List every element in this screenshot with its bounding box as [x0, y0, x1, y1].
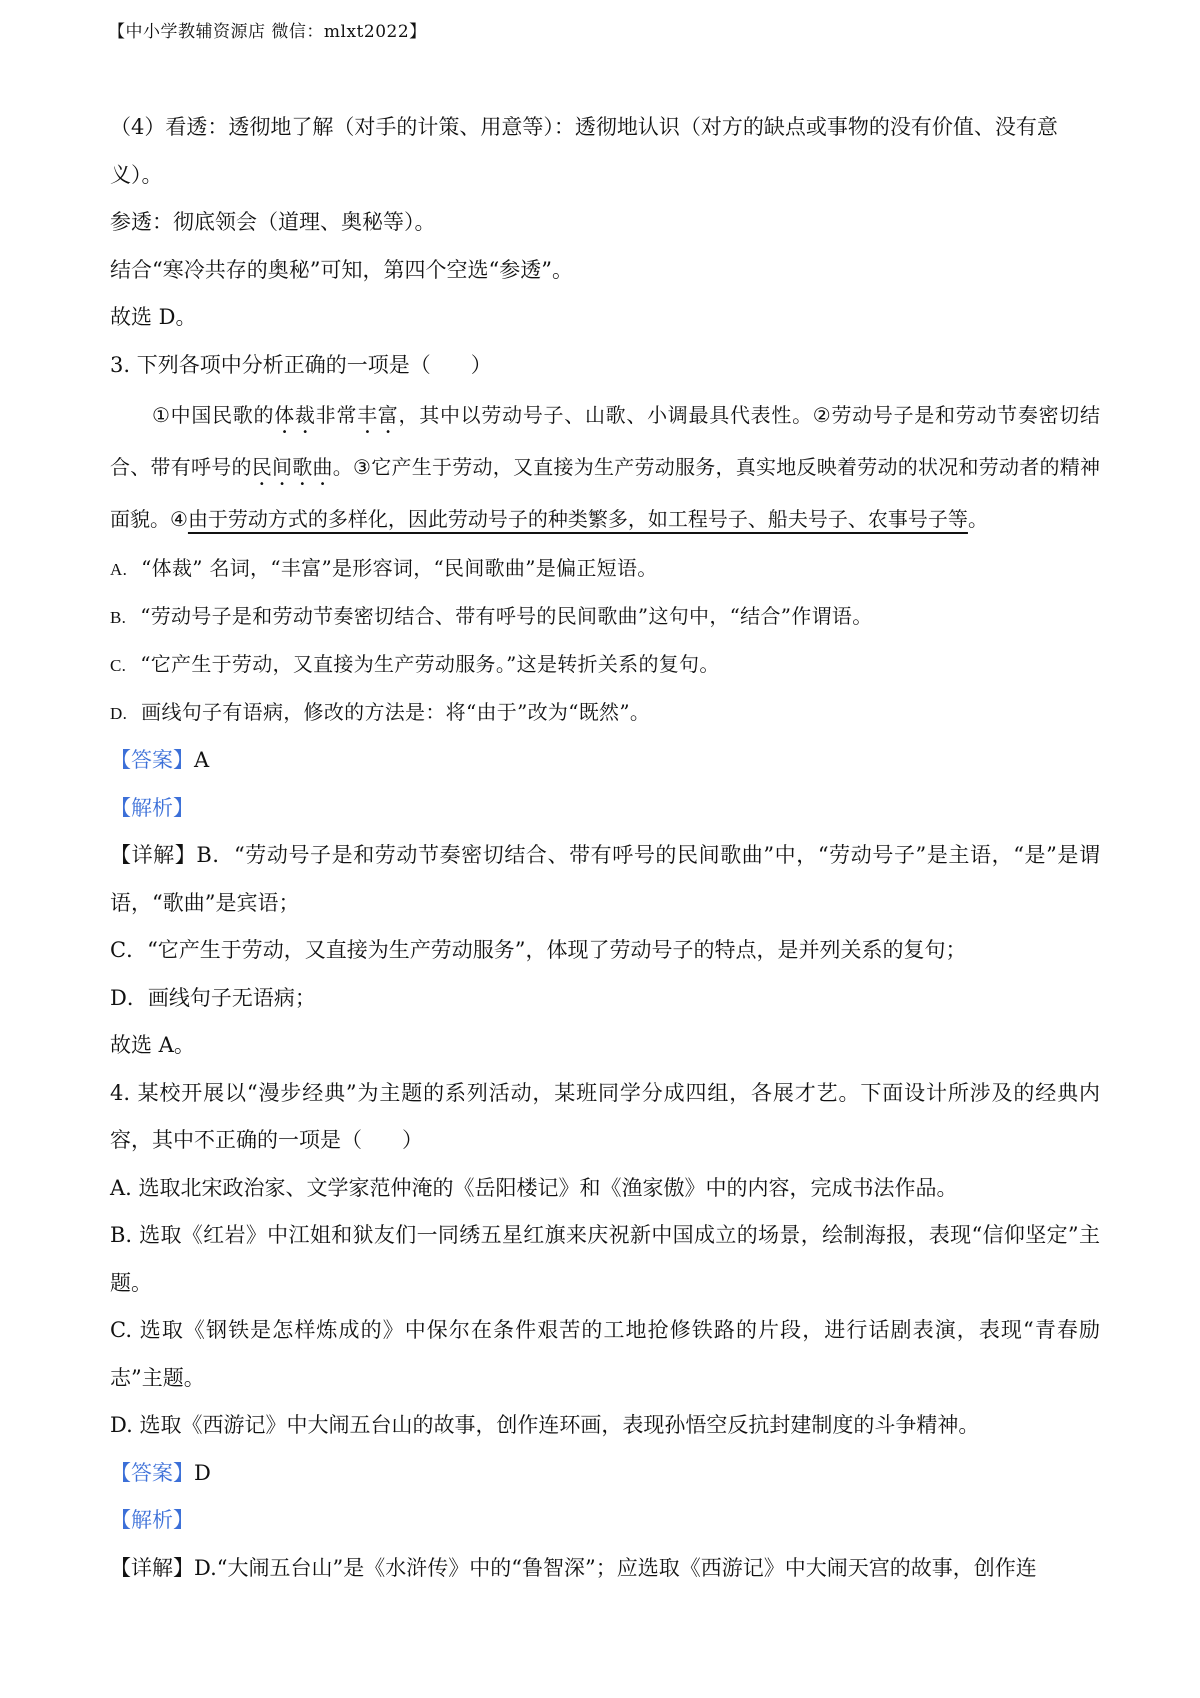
- page-header: 【中小学教辅资源店 微信：mlxt2022】: [108, 22, 427, 42]
- q2-analysis-line-2: 参透：彻底领会（道理、奥秘等）。: [110, 210, 436, 234]
- passage-text: 非常: [315, 403, 358, 427]
- answer-value: A: [194, 748, 210, 772]
- detail-tag: 【详解】: [110, 843, 197, 867]
- q4-stem: 4. 某校开展以“漫步经典”为主题的系列活动，某班同学分成四组，各展才艺。下面设计所涉及的经典内容，其中不正确的一项是（ ）: [110, 1080, 1100, 1152]
- q3-detail-1: [110, 832, 1100, 927]
- passage-text: ④: [170, 507, 188, 531]
- q3-analysis: [110, 785, 1100, 833]
- option-text: “劳动号子是和劳动节奏密切结合、带有呼号的民间歌曲”这句中，“结合”作谓语。: [140, 604, 873, 628]
- q3-stem: 3. 下列各项中分析正确的一项是（ ）: [110, 352, 492, 377]
- option-text: “它产生于劳动，又直接为生产劳动服务。”这是转折关系的复句。: [140, 652, 720, 676]
- q4-option-d: D. 选取《西游记》中大闹五台山的故事，创作连环画，表现孙悟空反抗封建制度的斗争精神。: [110, 1413, 980, 1437]
- q4-option-b: B. 选取《红岩》中江姐和狱友们一同绣五星红旗来庆祝新中国成立的场景，绘制海报，表现“信仰坚定”主题。: [110, 1223, 1100, 1295]
- q4-answer: [110, 1450, 1100, 1498]
- analysis-tag: 【解析】: [110, 795, 194, 820]
- q3-option-b: [110, 593, 1100, 641]
- q2-analysis-line-1: （4）看透：透彻地了解（对手的计策、用意等）：透彻地认识（对方的缺点或事物的没有价值、没有意义）。: [110, 115, 1058, 187]
- option-letter: D.: [110, 704, 128, 723]
- detail-text: B．“劳动号子是和劳动节奏密切结合、带有呼号的民间歌曲”中，“劳动号子”是主语，“是”是谓语，“歌曲”是宾语；: [110, 843, 1101, 915]
- detail-tag: 【详解】: [110, 1555, 194, 1580]
- q2-conclusion: 故选 D。: [110, 305, 197, 329]
- q3-conclusion: 故选 A。: [110, 1033, 195, 1057]
- q4-option-c: C. 选取《钢铁是怎样炼成的》中保尔在条件艰苦的工地抢修铁路的片段，进行话剧表演，表现“青春励志”主题。: [110, 1318, 1100, 1390]
- passage-text: 。: [967, 507, 988, 531]
- q3-detail-3: D．画线句子无语病；: [110, 985, 316, 1010]
- dotted-word: 民间歌曲: [251, 455, 333, 479]
- option-letter: B.: [110, 608, 127, 627]
- option-text: “体裁” 名词，“丰富”是形容词，“民间歌曲”是偏正短语。: [141, 556, 658, 580]
- q3-option-a: [110, 545, 1100, 593]
- q4-analysis: [110, 1497, 1100, 1545]
- detail-text: D.“大闹五台山”是《水浒传》中的“鲁智深”；应选取《西游记》中大闹天宫的故事，创作连: [194, 1555, 1037, 1580]
- q3-option-c: [110, 641, 1100, 689]
- answer-tag: 【答案】: [110, 1460, 194, 1485]
- passage-text: ，其中以劳动号子、山歌、小调最具代表性。②劳动号子是和劳动节奏密切结合、带有呼号的: [110, 403, 1101, 479]
- q2-analysis-line-3: 结合“寒冷共存的奥秘”可知，第四个空选“参透”。: [110, 257, 573, 282]
- underlined-sentence: 由于劳动方式的多样化，因此劳动号子的种类繁多，如工程号子、船夫号子、农事号子等: [187, 507, 968, 531]
- option-text: 画线句子有语病，修改的方法是：将“由于”改为“既然”。: [141, 700, 651, 724]
- answer-value: D: [194, 1460, 211, 1485]
- dotted-word: 丰富: [357, 403, 399, 427]
- q3-option-d: [110, 689, 1100, 737]
- analysis-tag: 【解析】: [110, 1508, 194, 1532]
- option-letter: A.: [110, 560, 128, 579]
- answer-tag: 【答案】: [110, 748, 194, 772]
- q3-passage: [110, 389, 1100, 545]
- dotted-word: 体裁: [274, 403, 316, 427]
- passage-text: 。③它产生于劳动，又直接为生产劳动服务，真实地反映着劳动的状况和劳动者的精神面貌。: [110, 455, 1101, 531]
- option-letter: C.: [110, 656, 127, 675]
- q3-answer: [110, 737, 1100, 785]
- q4-detail-1: [110, 1545, 1100, 1593]
- q3-detail-2: C．“它产生于劳动，又直接为生产劳动服务”，体现了劳动号子的特点，是并列关系的复句；: [110, 938, 967, 962]
- q4-option-a: A. 选取北宋政治家、文学家范仲淹的《岳阳楼记》和《渔家傲》中的内容，完成书法作品。: [110, 1175, 958, 1200]
- passage-text: ①中国民歌的: [152, 403, 275, 427]
- document-body: [110, 104, 1100, 1592]
